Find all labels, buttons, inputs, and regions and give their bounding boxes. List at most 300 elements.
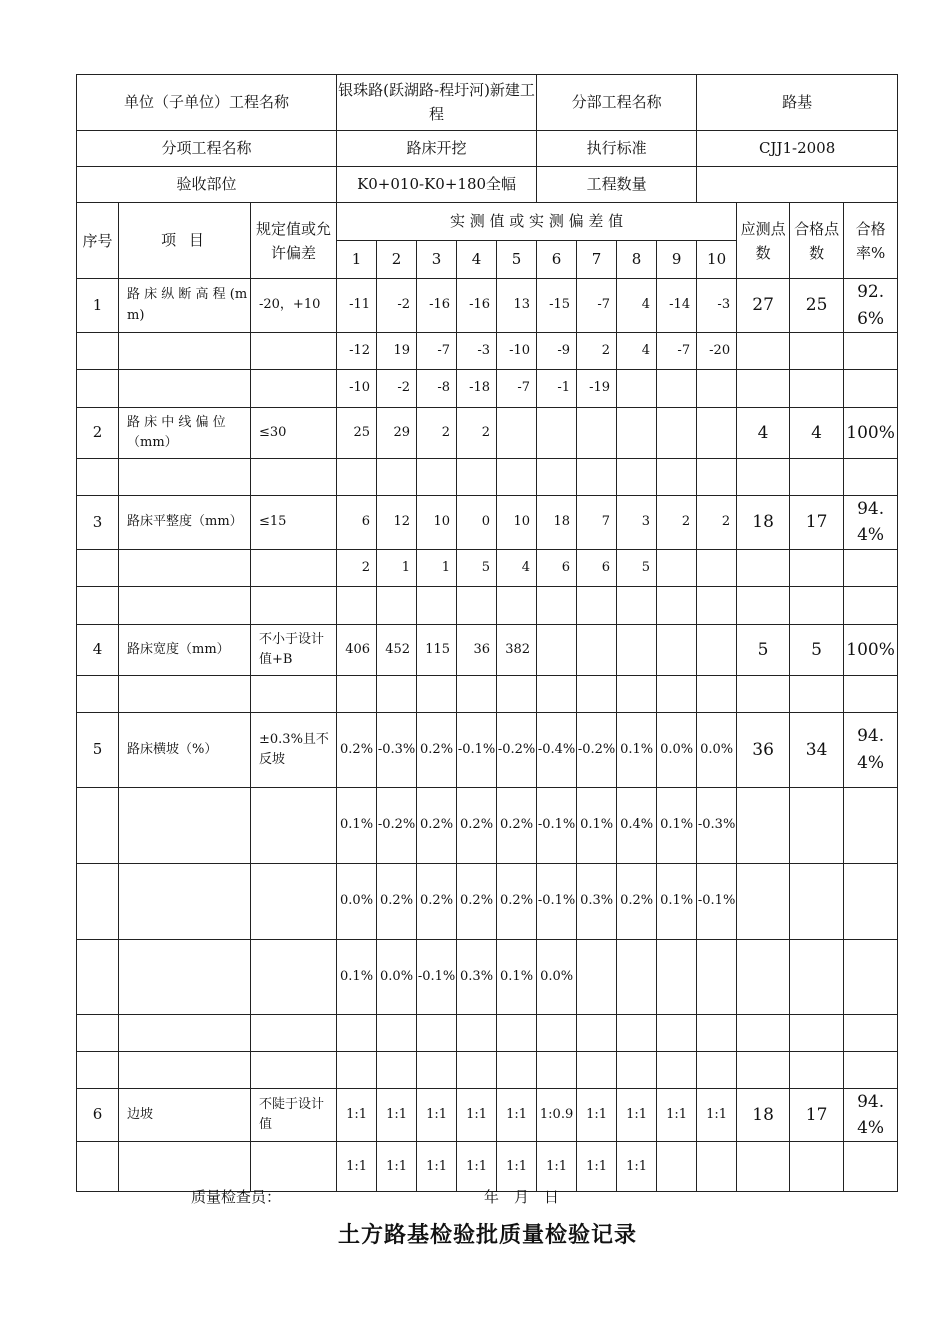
- measured-value-cell: 0.1%: [497, 939, 537, 1014]
- measured-value-cell: -0.1%: [457, 712, 497, 787]
- measured-value-cell: -19: [577, 370, 617, 408]
- item-project-value: 路床开挖: [337, 131, 537, 167]
- row-spec: [251, 675, 337, 712]
- measured-value-cell: -7: [657, 333, 697, 370]
- row-points-required: 5: [737, 624, 790, 675]
- measured-value-cell: 2: [457, 408, 497, 459]
- measured-value-cell: 0.1%: [657, 863, 697, 939]
- row-points-qualified: [790, 939, 844, 1014]
- measured-value-cell: -3: [457, 333, 497, 370]
- measured-value-cell: [537, 675, 577, 712]
- table-row: [77, 279, 898, 333]
- table-row: [77, 624, 898, 675]
- measured-value-cell: -0.2%: [377, 787, 417, 863]
- row-spec: 不陡于设计值: [251, 1088, 337, 1142]
- measured-value-cell: [337, 1014, 377, 1051]
- row-points-required: 36: [737, 712, 790, 787]
- points-required-header: 应测点数: [737, 203, 790, 279]
- measured-value-cell: 0.2%: [617, 863, 657, 939]
- measured-value-cell: -2: [377, 279, 417, 333]
- table-row: [77, 1088, 898, 1142]
- row-seq: 5: [77, 712, 119, 787]
- document-title: 土方路基检验批质量检验记录: [337, 1223, 637, 1248]
- measured-value-cell: [537, 586, 577, 624]
- measured-value-cell: 0.3%: [457, 939, 497, 1014]
- measured-value-cell: 2: [337, 549, 377, 586]
- measured-value-cell: [337, 459, 377, 496]
- date-label: 年 月 日: [484, 1188, 560, 1206]
- measured-value-cell: 6: [537, 549, 577, 586]
- measured-value-cell: 1:1: [537, 1142, 577, 1192]
- measured-value-cell: 0.2%: [377, 863, 417, 939]
- row-seq: [77, 939, 119, 1014]
- measured-value-cell: 2: [697, 496, 737, 550]
- measured-value-cell: 7: [577, 496, 617, 550]
- measured-value-cell: 0.2%: [417, 712, 457, 787]
- measured-value-cell: [497, 675, 537, 712]
- measured-value-cell: [577, 408, 617, 459]
- measured-value-cell: [377, 675, 417, 712]
- measured-value-cell: -11: [337, 279, 377, 333]
- measured-value-cell: 0.2%: [337, 712, 377, 787]
- row-pass-rate: 94.4%: [844, 1088, 898, 1142]
- measured-value-cell: 0.2%: [497, 787, 537, 863]
- row-pass-rate: [844, 459, 898, 496]
- measured-value-cell: [417, 675, 457, 712]
- measured-value-cell: -0.4%: [537, 712, 577, 787]
- row-spec: [251, 787, 337, 863]
- measured-value-cell: [417, 459, 457, 496]
- row-seq: [77, 1142, 119, 1192]
- table-row: [77, 1051, 898, 1088]
- row-spec: [251, 586, 337, 624]
- measured-value-cell: 1:1: [577, 1142, 617, 1192]
- measured-value-cell: 36: [457, 624, 497, 675]
- column-number-cell: 2: [377, 241, 417, 279]
- standard-label: 执行标准: [537, 131, 697, 167]
- measured-value-cell: 2: [657, 496, 697, 550]
- spec-header: 规定值或允许偏差: [251, 203, 337, 279]
- row-points-required: 18: [737, 1088, 790, 1142]
- row-pass-rate: [844, 787, 898, 863]
- row-item: 边坡: [119, 1088, 251, 1142]
- row-points-required: [737, 370, 790, 408]
- pass-rate-header: 合格率%: [844, 203, 898, 279]
- header-row-item: [77, 131, 898, 167]
- measured-value-cell: -0.1%: [697, 863, 737, 939]
- measured-value-cell: -15: [537, 279, 577, 333]
- row-points-required: 18: [737, 496, 790, 550]
- measured-value-cell: 1:1: [337, 1142, 377, 1192]
- row-seq: 1: [77, 279, 119, 333]
- measured-value-cell: 1:1: [497, 1088, 537, 1142]
- measured-value-cell: -8: [417, 370, 457, 408]
- measured-value-cell: [697, 624, 737, 675]
- row-points-qualified: 5: [790, 624, 844, 675]
- measured-value-cell: 1:0.9: [537, 1088, 577, 1142]
- measured-value-cell: -12: [337, 333, 377, 370]
- measured-value-cell: [697, 939, 737, 1014]
- measured-value-cell: 0.4%: [617, 787, 657, 863]
- measured-value-cell: [497, 408, 537, 459]
- measured-value-cell: [457, 1051, 497, 1088]
- row-pass-rate: 94.4%: [844, 496, 898, 550]
- column-number-cell: 7: [577, 241, 617, 279]
- measured-value-cell: [657, 675, 697, 712]
- inspection-record-table: [76, 74, 898, 1192]
- measured-value-cell: 19: [377, 333, 417, 370]
- table-row: [77, 586, 898, 624]
- row-pass-rate: 100%: [844, 624, 898, 675]
- seq-header: 序号: [77, 203, 119, 279]
- measured-value-cell: [697, 459, 737, 496]
- measured-value-cell: 0: [457, 496, 497, 550]
- row-pass-rate: [844, 939, 898, 1014]
- measured-value-cell: [617, 624, 657, 675]
- measured-value-cell: [657, 549, 697, 586]
- row-spec: [251, 370, 337, 408]
- row-spec: 不小于设计值+B: [251, 624, 337, 675]
- measured-value-cell: [417, 1051, 457, 1088]
- measured-value-cell: 1:1: [697, 1088, 737, 1142]
- measured-value-cell: 1:1: [377, 1142, 417, 1192]
- measured-value-cell: [377, 459, 417, 496]
- row-points-required: 4: [737, 408, 790, 459]
- measured-value-cell: 18: [537, 496, 577, 550]
- row-pass-rate: 94.4%: [844, 712, 898, 787]
- measured-value-cell: [577, 675, 617, 712]
- measured-value-cell: -0.3%: [377, 712, 417, 787]
- measured-value-cell: -0.1%: [537, 787, 577, 863]
- row-points-required: [737, 863, 790, 939]
- row-spec: [251, 1051, 337, 1088]
- measured-value-cell: [697, 549, 737, 586]
- measured-value-cell: [657, 939, 697, 1014]
- measured-value-cell: 10: [417, 496, 457, 550]
- column-number-cell: 1: [337, 241, 377, 279]
- row-points-qualified: 17: [790, 1088, 844, 1142]
- measured-value-cell: -16: [417, 279, 457, 333]
- row-points-qualified: 4: [790, 408, 844, 459]
- row-item: [119, 863, 251, 939]
- measured-value-cell: [657, 1051, 697, 1088]
- measured-value-cell: [537, 1014, 577, 1051]
- row-points-required: 27: [737, 279, 790, 333]
- row-seq: [77, 863, 119, 939]
- measured-value-cell: [417, 586, 457, 624]
- measured-value-cell: [577, 624, 617, 675]
- measured-value-cell: [697, 370, 737, 408]
- unit-name-value: 银珠路(跃湖路-程圩河)新建工程: [337, 75, 537, 131]
- row-points-required: [737, 459, 790, 496]
- measured-value-cell: 115: [417, 624, 457, 675]
- measured-value-cell: [337, 586, 377, 624]
- measured-value-cell: [377, 1051, 417, 1088]
- row-item: 路床平整度（mm）: [119, 496, 251, 550]
- measured-value-cell: 1:1: [497, 1142, 537, 1192]
- measured-value-cell: [537, 408, 577, 459]
- row-seq: [77, 1014, 119, 1051]
- table-row: [77, 1142, 898, 1192]
- row-item: 路 床 中 线 偏 位 （mm）: [119, 408, 251, 459]
- row-item: [119, 1051, 251, 1088]
- measured-value-cell: 6: [577, 549, 617, 586]
- row-item: [119, 787, 251, 863]
- row-points-qualified: [790, 1142, 844, 1192]
- measured-value-cell: 1:1: [617, 1142, 657, 1192]
- row-item: [119, 1142, 251, 1192]
- row-points-qualified: [790, 333, 844, 370]
- table-row: [77, 459, 898, 496]
- measured-value-cell: [657, 586, 697, 624]
- measured-value-cell: 0.0%: [657, 712, 697, 787]
- measured-value-cell: [577, 459, 617, 496]
- measured-value-cell: -7: [497, 370, 537, 408]
- measured-value-cell: -1: [537, 370, 577, 408]
- row-points-qualified: [790, 1014, 844, 1051]
- measured-value-cell: [457, 586, 497, 624]
- row-points-qualified: 25: [790, 279, 844, 333]
- row-pass-rate: [844, 586, 898, 624]
- location-label: 验收部位: [77, 167, 337, 203]
- measured-value-cell: [337, 675, 377, 712]
- measured-value-cell: 0.2%: [457, 787, 497, 863]
- measured-value-cell: -3: [697, 279, 737, 333]
- measured-value-cell: -7: [417, 333, 457, 370]
- measured-value-cell: 2: [577, 333, 617, 370]
- row-seq: 2: [77, 408, 119, 459]
- sub-project-value: 路基: [697, 75, 898, 131]
- row-item: 路 床 纵 断 高 程 (mm): [119, 279, 251, 333]
- item-header: 项 目: [119, 203, 251, 279]
- measured-value-cell: [617, 939, 657, 1014]
- measured-value-cell: [657, 624, 697, 675]
- measured-value-cell: [657, 370, 697, 408]
- row-spec: [251, 863, 337, 939]
- measured-value-cell: 5: [617, 549, 657, 586]
- measured-value-cell: -0.2%: [577, 712, 617, 787]
- row-points-required: [737, 586, 790, 624]
- row-pass-rate: [844, 549, 898, 586]
- measured-value-cell: [697, 675, 737, 712]
- inspector-label: 质量检查员：: [191, 1188, 282, 1206]
- row-seq: [77, 1051, 119, 1088]
- measured-value-cell: [497, 586, 537, 624]
- row-spec: [251, 1014, 337, 1051]
- row-item: 路床宽度（mm）: [119, 624, 251, 675]
- measured-header: 实 测 值 或 实 测 偏 差 值: [337, 203, 737, 241]
- row-seq: [77, 459, 119, 496]
- table-row: [77, 549, 898, 586]
- measured-value-cell: [497, 1051, 537, 1088]
- measured-value-cell: [457, 459, 497, 496]
- row-points-qualified: [790, 863, 844, 939]
- measured-value-cell: 1:1: [417, 1142, 457, 1192]
- measured-value-cell: 0.1%: [577, 787, 617, 863]
- measured-value-cell: -14: [657, 279, 697, 333]
- measured-value-cell: [497, 459, 537, 496]
- row-points-required: [737, 1051, 790, 1088]
- measured-value-cell: 4: [617, 279, 657, 333]
- measured-value-cell: [617, 459, 657, 496]
- unit-name-label: 单位（子单位）工程名称: [77, 75, 337, 131]
- measured-value-cell: [617, 408, 657, 459]
- location-value: K0+010-K0+180全幅: [337, 167, 537, 203]
- measured-value-cell: [337, 1051, 377, 1088]
- measured-value-cell: 25: [337, 408, 377, 459]
- column-number-cell: 4: [457, 241, 497, 279]
- row-item: [119, 586, 251, 624]
- measured-value-cell: [377, 586, 417, 624]
- row-pass-rate: [844, 1142, 898, 1192]
- measured-value-cell: 1:1: [457, 1142, 497, 1192]
- row-spec: ±0.3%且不反坡: [251, 712, 337, 787]
- row-points-qualified: [790, 586, 844, 624]
- measured-value-cell: [697, 1014, 737, 1051]
- measured-value-cell: -16: [457, 279, 497, 333]
- measured-value-cell: [617, 370, 657, 408]
- points-qualified-header: 合格点数: [790, 203, 844, 279]
- measured-value-cell: 0.2%: [417, 787, 457, 863]
- row-points-required: [737, 787, 790, 863]
- header-row-unit: [77, 75, 898, 131]
- measured-value-cell: 29: [377, 408, 417, 459]
- row-seq: [77, 675, 119, 712]
- row-spec: [251, 1142, 337, 1192]
- measured-value-cell: 3: [617, 496, 657, 550]
- measured-value-cell: 0.1%: [337, 787, 377, 863]
- row-item: [119, 370, 251, 408]
- measured-value-cell: 4: [617, 333, 657, 370]
- measured-value-cell: 0.2%: [417, 863, 457, 939]
- measured-value-cell: 0.0%: [697, 712, 737, 787]
- row-points-required: [737, 1014, 790, 1051]
- measured-value-cell: [617, 586, 657, 624]
- row-pass-rate: 92.6%: [844, 279, 898, 333]
- table-row: [77, 939, 898, 1014]
- row-seq: [77, 370, 119, 408]
- measured-value-cell: -0.1%: [537, 863, 577, 939]
- measured-value-cell: -0.2%: [497, 712, 537, 787]
- row-pass-rate: [844, 1014, 898, 1051]
- measured-value-cell: 452: [377, 624, 417, 675]
- row-seq: [77, 787, 119, 863]
- table-row: [77, 787, 898, 863]
- row-points-qualified: [790, 787, 844, 863]
- row-spec: ≤15: [251, 496, 337, 550]
- table-row: [77, 496, 898, 550]
- measured-value-cell: 10: [497, 496, 537, 550]
- row-seq: [77, 586, 119, 624]
- measured-value-cell: -18: [457, 370, 497, 408]
- measured-value-cell: -9: [537, 333, 577, 370]
- header-row-location: [77, 167, 898, 203]
- measured-value-cell: 1:1: [337, 1088, 377, 1142]
- measured-value-cell: [457, 1014, 497, 1051]
- measured-value-cell: [457, 675, 497, 712]
- row-spec: ≤30: [251, 408, 337, 459]
- row-pass-rate: [844, 333, 898, 370]
- table-row: [77, 863, 898, 939]
- measured-value-cell: 0.0%: [337, 863, 377, 939]
- row-item: 路床横坡（%）: [119, 712, 251, 787]
- column-number-cell: 5: [497, 241, 537, 279]
- row-pass-rate: [844, 1051, 898, 1088]
- measured-value-cell: -7: [577, 279, 617, 333]
- measured-value-cell: [417, 1014, 457, 1051]
- table-row: [77, 370, 898, 408]
- column-number-cell: 6: [537, 241, 577, 279]
- row-pass-rate: [844, 863, 898, 939]
- measured-value-cell: 1: [417, 549, 457, 586]
- measured-value-cell: 1:1: [577, 1088, 617, 1142]
- row-points-qualified: [790, 459, 844, 496]
- measured-value-cell: [377, 1014, 417, 1051]
- row-spec: [251, 459, 337, 496]
- row-points-qualified: [790, 370, 844, 408]
- table-row: [77, 333, 898, 370]
- column-header-row: [77, 203, 898, 241]
- quantity-value: [697, 167, 898, 203]
- sub-project-label: 分部工程名称: [537, 75, 697, 131]
- row-spec: [251, 939, 337, 1014]
- row-item: [119, 1014, 251, 1051]
- row-points-qualified: 34: [790, 712, 844, 787]
- column-number-cell: 10: [697, 241, 737, 279]
- measured-value-cell: 1:1: [617, 1088, 657, 1142]
- row-item: [119, 459, 251, 496]
- measured-value-cell: [577, 939, 617, 1014]
- measured-value-cell: 0.1%: [657, 787, 697, 863]
- measured-value-cell: [697, 1142, 737, 1192]
- measured-value-cell: [657, 1014, 697, 1051]
- measured-value-cell: 0.0%: [377, 939, 417, 1014]
- column-number-cell: 3: [417, 241, 457, 279]
- measured-value-cell: -0.3%: [697, 787, 737, 863]
- measured-value-cell: 1:1: [657, 1088, 697, 1142]
- row-pass-rate: [844, 370, 898, 408]
- row-pass-rate: [844, 675, 898, 712]
- row-seq: 6: [77, 1088, 119, 1142]
- measured-value-cell: 1: [377, 549, 417, 586]
- measured-value-cell: -0.1%: [417, 939, 457, 1014]
- measured-value-cell: 13: [497, 279, 537, 333]
- measured-value-cell: -2: [377, 370, 417, 408]
- row-points-required: [737, 549, 790, 586]
- measured-value-cell: 2: [417, 408, 457, 459]
- measured-value-cell: [657, 459, 697, 496]
- measured-value-cell: 1:1: [417, 1088, 457, 1142]
- row-points-required: [737, 675, 790, 712]
- measured-value-cell: [577, 1051, 617, 1088]
- table-row: [77, 675, 898, 712]
- measured-value-cell: -20: [697, 333, 737, 370]
- table-row: [77, 408, 898, 459]
- measured-value-cell: [697, 586, 737, 624]
- standard-value: CJJ1-2008: [697, 131, 898, 167]
- measured-value-cell: 382: [497, 624, 537, 675]
- measured-value-cell: [497, 1014, 537, 1051]
- item-project-label: 分项工程名称: [77, 131, 337, 167]
- row-item: [119, 549, 251, 586]
- row-spec: -20，+10: [251, 279, 337, 333]
- measured-value-cell: 5: [457, 549, 497, 586]
- row-seq: [77, 333, 119, 370]
- measured-value-cell: 0.1%: [617, 712, 657, 787]
- measured-value-cell: 0.2%: [497, 863, 537, 939]
- measured-value-cell: 406: [337, 624, 377, 675]
- row-points-required: [737, 1142, 790, 1192]
